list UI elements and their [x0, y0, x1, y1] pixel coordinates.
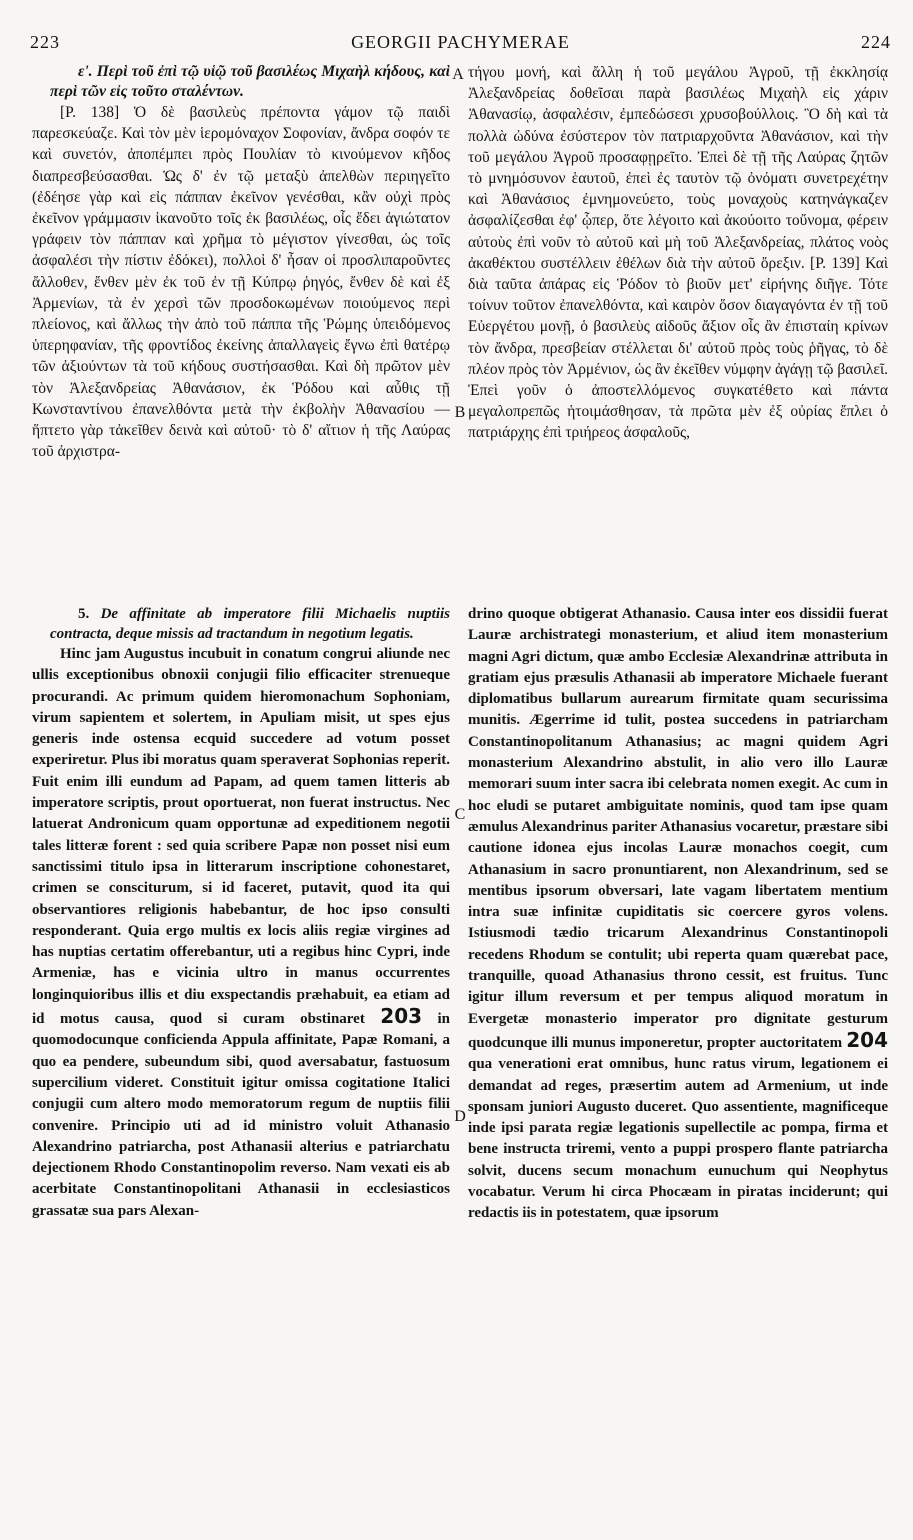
- latin-section-title: De affinitate ab imperatore filii Michaelis nuptiis contracta, deque missis ad tractandum in negotium legatis.: [50, 606, 450, 642]
- column-reference-203: 203: [380, 1004, 423, 1029]
- margin-letter-a: A: [452, 66, 464, 83]
- page-number-right: 224: [861, 32, 891, 52]
- margin-letter-d: D: [454, 1108, 466, 1125]
- latin-section-heading: [32, 604, 450, 644]
- column-reference-204: 204: [846, 1027, 888, 1052]
- greek-section-heading: ε'. Περὶ τοῦ ἐπὶ τῷ υἱῷ τοῦ βασιλέως Μιχαὴλ κήδους, καὶ περὶ τῶν εἰς τοῦτο σταλέντων.: [50, 63, 450, 100]
- latin-section-number: 5.: [78, 606, 90, 622]
- greek-paragraph-right: τήγου μονή, καὶ ἄλλη ἡ τοῦ μεγάλου Ἀγροῦ, τῇ ἐκκλησίᾳ Ἀλεξανδρείας δοθεῖσαι παρὰ βασιλέως Μιχαὴλ εἰς χάριν Ἀθανασίῳ, ἀσφαλέσιν, ἐμπεδώσεσι χρυσοβούλλοις. Ὃ δὴ καὶ τὰ πολλὰ ὠδύνα ἐσύστερον τὸν πατριαρχοῦντα Ἀθανάσιον, καὶ τὴν τοῦ μεγάλου Ἀγροῦ προσαφῃρεῖτο. Ἐπεὶ δὲ τῇ τῆς Λαύρας ζητῶν τὸ μνημόσυνον ἑαυτοῦ, ἐπεὶ ἐς ταυτὸν τῷ ὀνόματι συνετρεχέτην καὶ Ἀθανάσιος ἐμνημονεύετο, τοὺς μοναχοὺς κατηνάγκαζεν ἀσφαλίζεσθαι ἐφ' ᾧπερ, ὅτε λέγοιτο καὶ ἀκούοιτο τοὔνομα, φέρειν αὐτοὺς ἐπὶ νοῦν τὸ αὐτοῦ καὶ μὴ τοῦ Ἀλεξανδρείας, πλάτος νοὸς ἀκαθέκτου συστέλλειν ἐθέλων διὰ τὴν αὐτοῦ ὄρεξιν. [P. 139] Καὶ διὰ ταῦτα ἀπάρας εἰς Ῥόδον τὸ βιοῦν μετ' εἰρήνης διῆγε. Τότε τοίνυν τοῦτον ἐπανελθόντα, καὶ καιρὸν ὅσον διαγαγόντα ἐν τῇ τοῦ Εὐεργέτου μονῇ, ὁ βασιλεὺς αἰδοῦς ἄξιον οἷς ἂν ἐπισταίη κρίνων τὸν ἄνδρα, πρεσβείαν στέλλεται δι' αὐτοῦ πρὸς τοὺς ῥῆγας, τὸ δὲ πλέον πρὸς τὸν Ἀρμένιον, ὡς ἂν ἐκεῖθεν νύμφην ἀγάγῃ τῷ βασιλεῖ. Ἐπεὶ γοῦν ὁ ἀποστελλόμενος συγκατέθετο καὶ πάντα μεγαλοπρεπῶς ἡτοιμάσθησαν, τὰ πρῶτα μὲν ἐξ οὐρίας ἔπλει ὁ πατριάρχης ἐπὶ τριήρεος ἀσφαλοῦς,: [468, 64, 888, 442]
- greek-paragraph-left: [P. 138] Ὁ δὲ βασιλεὺς πρέποντα γάμον τῷ παιδὶ παρεσκεύαζε. Καὶ τὸν μὲν ἱερομόναχον Σοφονίαν, ἄνδρα σοφόν τε καὶ συνετόν, ἀποπέμπει πρὸς Πουλίαν τὸ κινούμενον κῆδος διαπρεσβεύσασθαι. Ὡς δ' ἐν τῷ μεταξὺ ἀπελθὼν περιηγεῖτο (ἐδέησε γὰρ καὶ εἰς πάππαν ἐκεῖνον γενέσθαι, κἂν οὐχὶ πρὸς ἐκεῖνον γράμμασιν ἱκανοῦτο τοῖς ἐκ βασιλέως, οἷς ἔδει ἀγιώτατον γράφειν τὸν πάππαν καὶ χρῆμα τὸ μέγιστον γίνεσθαι, ὡς τοῖς ἀσφαλέσι τὴν πίστιν ἐδόκει), πολλοὶ δ' ἦσαν οἱ προσλιπαροῦντες ἄλλοθεν, ἔνθεν μὲν ἐκ τοῦ ἐν τῇ Κύπρῳ ῥηγός, ἔνθεν δὲ καὶ ἐξ Ἀρμενίων, τὰ ἐν χερσὶ τῶν προσδοκωμένων ποιούμενος περὶ πλείονος, καὶ ἄλλως τὴν ἀπὸ τοῦ πάππα τῆς Ῥώμης ὑπειδόμενος ὑπερηφανίαν, τῆς φροντίδος ἐκείνης ἀπαλλαγεὶς ἔγνω ἐπὶ θατέρῳ τῶν ἀξιούντων τὰ τοῦ κήδους συστήσασθαι. Καὶ δὴ πρῶτον μὲν τὸν Ἀλεξανδρείας Ἀθανάσιον, ἐκ Ῥόδου καὶ αὖθις τῇ Κωνσταντίνου ἐπανελθόντα μετὰ τὴν ἐκβολὴν Ἀθανασίου — ἥπτετο γὰρ τἀκεῖθεν δεινὰ καὶ αὐτοῦ· τὸ δ' αἴτιον ἡ τῆς Λαύρας τοῦ ἀρχιστρα-: [32, 104, 450, 461]
- latin-left-text-1: Hinc jam Augustus incubuit in conatum congrui aliunde nec ullis exceptionibus obnoxii conjugii filio efficaciter strenueque procurandi. Ac primum quidem hieromonachum Sophoniam, virum sapientem et solertem, in Apuliam misit, ut spes ejus generis inde ostensa ecquid succedere ad votum posset experiretur. Plus ibi moratus quam speraverat Sophonias reperit. Fuit enim illi eundum ad Papam, ad quem tamen litteris ab imperatore scriptis, prout oportuerat, non fuerat instructus. Nec latuerat Andronicum quam opportunæ ad expeditionem negotii tales litteræ forent : sed quia scribere Papæ non posset nisi eum sanctissimi titulo ipsa in litterarum inscriptione cohonestaret, crimen se consciturum, si id faceret, putavit, quod ita qui observantiores religionis habebantur, de hoc ipso consulti responderant. Quia ergo multis ex locis aliis regiæ virgines ad has nuptias certatim offerebantur, uti a regibus hinc Cypri, inde Armeniæ, has e vicinia ultro in manus occurrentes longinquioribus illis et diu exspectandis præhabuit, ea etiam ad id motus causa, quod si curam obstinaret: [32, 646, 450, 1028]
- margin-letter-b: B: [454, 404, 466, 421]
- latin-column-right: [468, 604, 888, 1529]
- latin-right-text-1: drino quoque obtigerat Athanasio. Causa inter eos dissidii fuerat Lauræ archistrategi monasterium, et aliud item monasterium magni Agri dictum, quæ ambo Ecclesiæ Alexandrinæ attributa in gratiam ejus præsulis Athanasii ab imperatore Michaele fuerant diplomatibus bullarum aurearum firmitate quam securissima munitis. Ægerrime id tulit, postea succedens in patriarcham Constantinopolitanum Athanasius; ac magni quidem Agri monasterium Alexandrino abstulit, in alio vero illo Lauræ memorari suum inter sacra ibi celebrata nomen exegit. Ac cum in hoc eludi se putaret ambiguitate nominis, quod tam ipse quam æmulus Alexandrinus pariter Athanasius vocaretur, præstare sibi cautione idonea ejus incolas Lauræ monachos coegit, cum Athanasium in sacro pronuntiarent, non Alexandrinum, sed se mentibus ipsorum obversari, late vagam libertatem mentium intra suæ infinitæ cupiditatis sic coercere gyros volens. Istiusmodi tædio tricarum Alexandrinus Constantinopoli recedens Rhodum se contulit; ubi reperta quam quærebat pace, tranquille, quoad Athanasius throno cessit, est fruitus. Tunc igitur illum reversum et per tempus aliquod moratum in Evergetæ monasterio imperator pro dignitate gesturum quodcunque illi munus imponeretur, propter auctoritatem: [468, 606, 888, 1051]
- latin-right-text-2: qua venerationi erat omnibus, hunc ratus virum, legationem ei demandat ad reges, præsertim autem ad Armenium, ut inde sponsam juniori Augusto duceret. Quo assentiente, magnificeque inde ipsi parata regiæ legationis supellectile ac pompa, firma et bene instructa triremi, vento a puppi prospero flante patriarcha solvit, ducens secum monachum eunuchum qui Neophytus vocabatur. Verum hi circa Phocæam in piratas inciderunt; qui redactis iis in potestatem, quæ ipsorum: [468, 1056, 888, 1222]
- page-number-left: 223: [30, 32, 60, 52]
- latin-column-left: [32, 604, 450, 1529]
- running-title: GEORGII PACHYMERAE: [351, 32, 570, 52]
- greek-column-left: [32, 62, 450, 602]
- latin-paragraph-right: [468, 604, 888, 1225]
- latin-left-text-2: in quomodocunque conficienda Appula affinitate, Papæ Romani, a quo ea pendere, subeundum sibi, quod aversabatur, fastuosum supercilium videret. Constituit igitur omissa cogitatione Italici conjugii cum altero modo memoratorum regum de nuptiis filii convenire. Principio uti ad id ministro voluit Athanasio Alexandrino patriarcha, post Athanasii alterius e patriarchatu dejectionem Rhodo Constantinopolim reverso. Nam vexati eis ab acerbitate Constantinopolitani Athanasii in ecclesiasticos grassatæ sua pars Alexan-: [32, 1011, 450, 1219]
- page-header: [30, 24, 891, 60]
- margin-letter-c: C: [454, 806, 466, 823]
- latin-paragraph-left: [32, 644, 450, 1222]
- greek-column-right: [468, 62, 888, 602]
